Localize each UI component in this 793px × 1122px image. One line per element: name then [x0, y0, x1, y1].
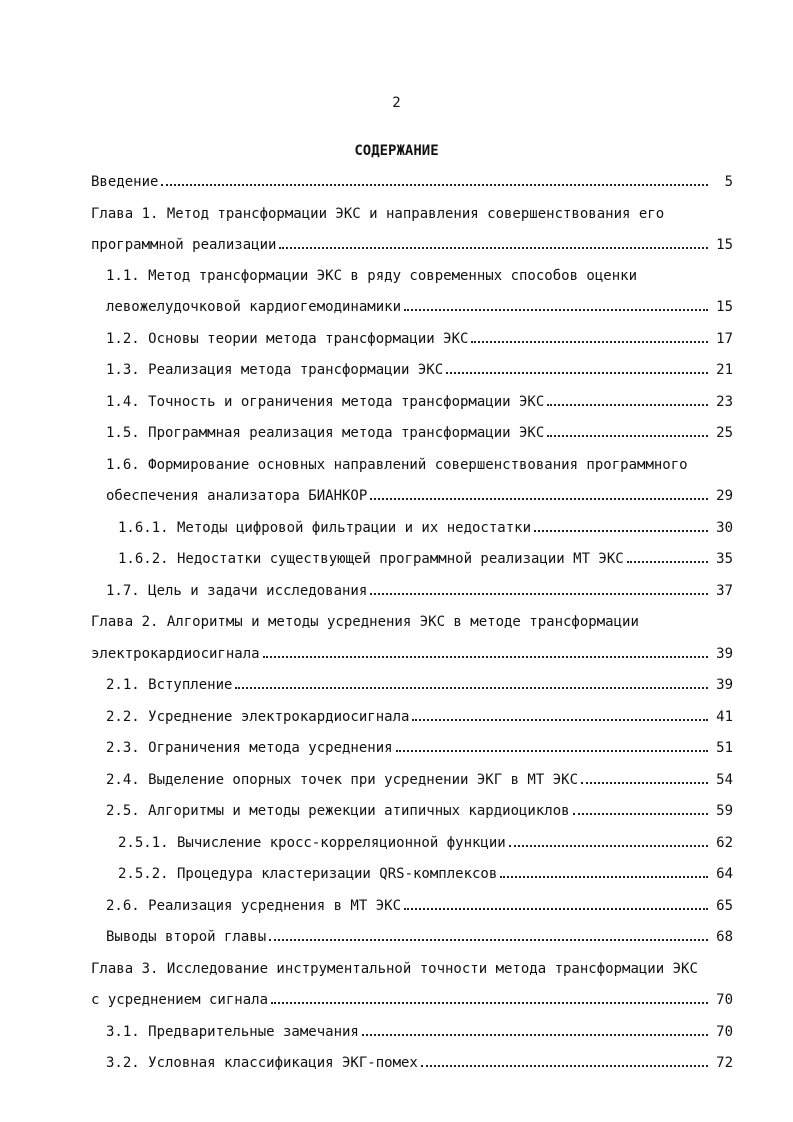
- toc-entry-label: 2.6. Реализация усреднения в МТ ЭКС: [106, 898, 402, 914]
- toc-page-number: 17: [716, 331, 733, 347]
- toc-leader-dots: [235, 686, 708, 689]
- toc-leader-dots: [370, 592, 708, 595]
- toc-entry-section-1-6-1[interactable]: [118, 516, 733, 536]
- toc-entry-chapter-2[interactable]: [91, 642, 733, 662]
- toc-section-1-6-line1[interactable]: 1.6. Формирование основных направлений совершенствования программного: [106, 457, 688, 473]
- toc-page-number: 64: [716, 866, 733, 882]
- toc-leader-dots: [269, 938, 708, 941]
- toc-entry-label: 1.6.2. Недостатки существующей программной реализации МТ ЭКС: [118, 551, 624, 567]
- toc-leader-dots: [500, 875, 708, 878]
- toc-entry-section-2-6[interactable]: [106, 894, 733, 914]
- toc-entry-section-2-5-1[interactable]: [118, 831, 733, 851]
- toc-entry-label: 1.6.1. Методы цифровой фильтрации и их недостатки: [118, 520, 532, 536]
- toc-leader-dots: [362, 1033, 708, 1036]
- toc-entry-section-2-3[interactable]: [106, 736, 733, 756]
- toc-entry-section-3-1[interactable]: [106, 1020, 733, 1040]
- toc-entry-section-2-2[interactable]: [106, 705, 733, 725]
- toc-chapter-2-line1[interactable]: Глава 2. Алгоритмы и методы усреднения ЭКС в методе трансформации: [91, 614, 639, 630]
- toc-leader-dots: [509, 844, 708, 847]
- toc-page-number: 15: [716, 299, 733, 315]
- toc-page-number: 41: [716, 709, 733, 725]
- toc-entry-label: электрокардиосигнала: [91, 646, 260, 662]
- toc-entry-label: 1.7. Цель и задачи исследования: [106, 583, 368, 599]
- toc-page-number: 62: [716, 835, 733, 851]
- toc-page-number: 65: [716, 898, 733, 914]
- toc-leader-dots: [412, 718, 708, 721]
- toc-page-number: 15: [716, 237, 733, 253]
- toc-entry-label: 1.2. Основы теории метода трансформации ЭКС: [106, 331, 469, 347]
- toc-entry-section-2-1[interactable]: [106, 673, 733, 693]
- toc-leader-dots: [471, 340, 708, 343]
- toc-leader-dots: [446, 371, 708, 374]
- toc-entry-label: 1.4. Точность и ограничения метода трансформации ЭКС: [106, 394, 545, 410]
- toc-entry-section-2-4[interactable]: [106, 768, 733, 788]
- toc-leader-dots: [263, 655, 708, 658]
- toc-entry-chapter-3[interactable]: [91, 988, 733, 1008]
- toc-leader-dots: [627, 560, 708, 563]
- toc-title: СОДЕРЖАНИЕ: [354, 143, 439, 159]
- toc-entry-section-1-1[interactable]: [106, 295, 733, 315]
- toc-page-number: 5: [724, 174, 733, 190]
- toc-leader-dots: [547, 434, 708, 437]
- toc-entry-label: 2.2. Усреднение электрокардиосигнала: [106, 709, 410, 725]
- toc-entry-section-1-6[interactable]: [106, 484, 733, 504]
- toc-page-number: 70: [716, 992, 733, 1008]
- toc-entry-label: программной реализации: [91, 237, 277, 253]
- toc-page-number: 54: [716, 772, 733, 788]
- toc-entry-section-3-2[interactable]: [106, 1051, 733, 1071]
- toc-page-number: 68: [716, 929, 733, 945]
- toc-entry-chapter-1[interactable]: [91, 233, 733, 253]
- toc-page-number: 30: [716, 520, 733, 536]
- toc-entry-label: 2.5.2. Процедура кластеризации QRS-комплексов: [118, 866, 498, 882]
- toc-entry-label: Введение: [91, 174, 159, 190]
- toc-chapter-1-line1[interactable]: Глава 1. Метод трансформации ЭКС и направления совершенствования его: [91, 206, 665, 222]
- toc-entry-section-1-7[interactable]: [106, 579, 733, 599]
- toc-leader-dots: [161, 183, 708, 186]
- toc-page-number: 39: [716, 646, 733, 662]
- toc-entry-section-1-2[interactable]: [106, 327, 733, 347]
- toc-entry-section-2-5[interactable]: [106, 799, 733, 819]
- toc-entry-label: 2.4. Выделение опорных точек при усреднении ЭКГ в МТ ЭКС: [106, 772, 579, 788]
- toc-entry-label: обеспечения анализатора БИАНКОР: [106, 488, 368, 504]
- toc-page-number: 23: [716, 394, 733, 410]
- toc-page-number: 59: [716, 803, 733, 819]
- toc-entry-label: левожелудочковой кардиогемодинамики: [106, 299, 402, 315]
- toc-section-1-1-line1[interactable]: 1.1. Метод трансформации ЭКС в ряду современных способов оценки: [106, 268, 638, 284]
- toc-leader-dots: [279, 246, 708, 249]
- toc-entry-label: 1.3. Реализация метода трансформации ЭКС: [106, 362, 444, 378]
- toc-entry-label: 2.5. Алгоритмы и методы режекции атипичных кардиоциклов: [106, 803, 570, 819]
- toc-entry-label: 2.1. Вступление: [106, 677, 233, 693]
- toc-page-number: 39: [716, 677, 733, 693]
- toc-entry-label: 1.5. Программная реализация метода трансформации ЭКС: [106, 425, 545, 441]
- toc-page-number: 21: [716, 362, 733, 378]
- toc-page-number: 70: [716, 1024, 733, 1040]
- toc-entry-section-1-4[interactable]: [106, 390, 733, 410]
- toc-page-number: 72: [716, 1055, 733, 1071]
- toc-leader-dots: [404, 308, 708, 311]
- toc-leader-dots: [534, 529, 708, 532]
- toc-entry-section-2-5-2[interactable]: [118, 862, 733, 882]
- toc-entry-label: 3.1. Предварительные замечания: [106, 1024, 359, 1040]
- toc-page-number: 51: [716, 740, 733, 756]
- toc-entry-label: 2.3. Ограничения метода усреднения: [106, 740, 393, 756]
- toc-page-number: 29: [716, 488, 733, 504]
- toc-entry-label: с усреднением сигнала: [91, 992, 269, 1008]
- toc-page-number: 35: [716, 551, 733, 567]
- toc-entry-section-1-5[interactable]: [106, 421, 733, 441]
- page-number: 2: [392, 95, 401, 111]
- toc-chapter-3-line1[interactable]: Глава 3. Исследование инструментальной точности метода трансформации ЭКС: [91, 961, 698, 977]
- toc-leader-dots: [370, 497, 708, 500]
- toc-leader-dots: [421, 1064, 708, 1067]
- toc-leader-dots: [396, 749, 708, 752]
- toc-leader-dots: [581, 781, 708, 784]
- toc-entry-section-1-6-2[interactable]: [118, 547, 733, 567]
- toc-leader-dots: [271, 1001, 708, 1004]
- toc-page-number: 37: [716, 583, 733, 599]
- toc-entry-label: 2.5.1. Вычисление кросс-корреляционной функции: [118, 835, 506, 851]
- toc-leader-dots: [573, 812, 708, 815]
- toc-entry-label: 3.2. Условная классификация ЭКГ-помех: [106, 1055, 418, 1071]
- toc-page-number: 25: [716, 425, 733, 441]
- toc-entry-intro[interactable]: [91, 170, 733, 190]
- toc-leader-dots: [547, 403, 708, 406]
- toc-entry-section-1-3[interactable]: [106, 358, 733, 378]
- toc-entry-label: Выводы второй главы: [106, 929, 267, 945]
- toc-entry-conclusions-2[interactable]: [106, 925, 733, 945]
- toc-leader-dots: [404, 907, 708, 910]
